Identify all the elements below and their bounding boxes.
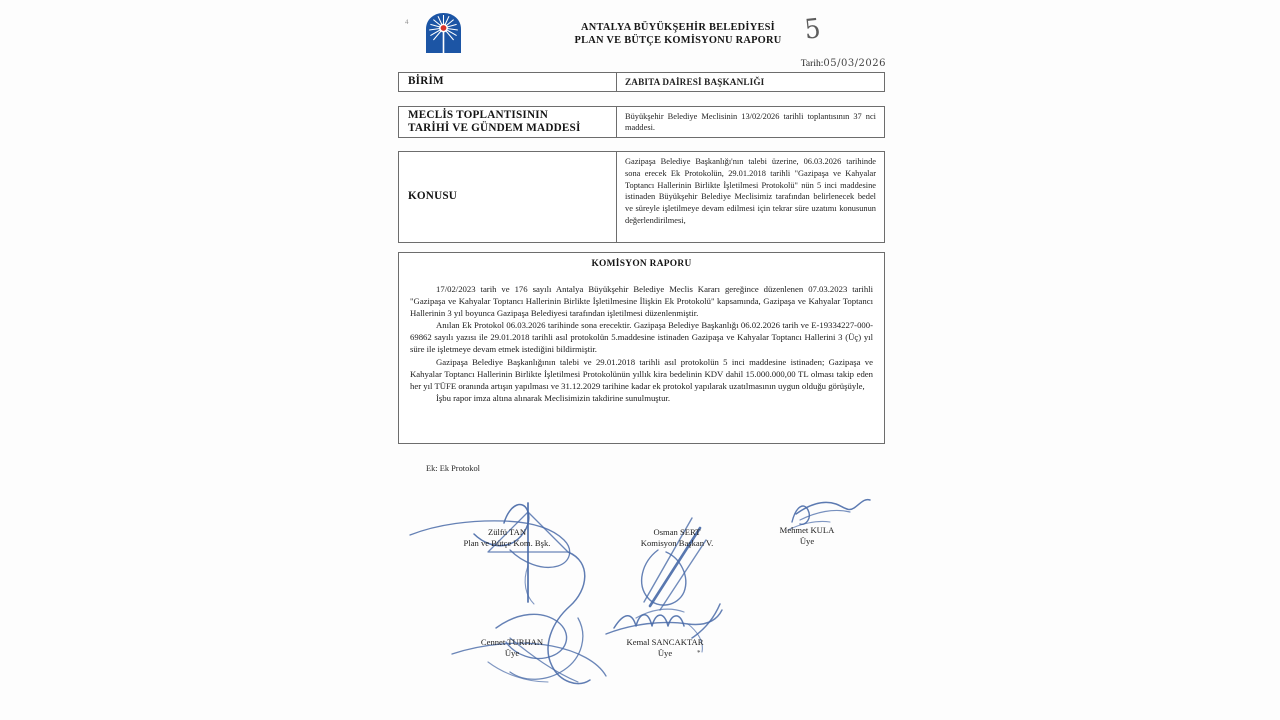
birim-value-cell [617,73,884,91]
table-row-birim [398,72,885,92]
handwritten-page-number: 5 [803,13,823,46]
margin-mark: 4 [404,17,409,27]
konusu-value: Gazipaşa Belediye Başkanlığı'nın talebi üzerine, 06.03.2026 tarihinde sona erecek Ek Protokolün, 29.01.2018 tarihli "Gazipaşa ve Kahyalar Toptancı Hallerinin Birlikte İşletilmesi Protokolü" nün 5 inci maddesine istinaden Büyükşehir Belediye Meclisimiz tarafından belirlenecek bedel ve süreyle işletilmeye devam edilmesi için tekrar süre uzatımı konusunun değerlendirilmesi, [625,157,876,225]
konusu-label: KONUSU [408,190,458,203]
signatory-name: Zülfü TAN [487,527,527,537]
signatory-name: Kemal SANCAKTAR [626,637,704,647]
signature-block-5 [595,637,735,659]
signature-block-3 [737,525,877,547]
table-row-meclis-toplantisi [398,106,885,138]
signatory-role: Üye [657,648,673,658]
date-value: 05/03/2026 [823,58,886,69]
report-paragraph-4: İşbu rapor imza altına alınarak Meclisimizin takdirine sunulmuştur. [436,392,671,403]
signatory-name: Cennet TURHAN [480,637,544,647]
page-title [538,21,818,47]
meclis-value: Büyükşehir Belediye Meclisinin 13/02/2026 tarihli toplantısının 37 nci maddesi. [625,112,876,132]
document-date [801,58,886,69]
signature-block-4 [442,637,582,659]
organization-name: ANTALYA BÜYÜKŞEHİR BELEDİYESİ [581,22,775,33]
signature-block-2 [607,527,747,549]
report-type-title: PLAN VE BÜTÇE KOMİSYONU RAPORU [574,35,782,46]
meclis-value-cell [617,107,884,137]
asterisk-mark: * [697,649,701,657]
document-header [392,6,892,58]
report-paragraph-1: 17/02/2023 tarih ve 176 sayılı Antalya Büyükşehir Belediye Meclis Kararı gereğince düzenlenen 07.03.2023 tarihli "Gazipaşa ve Kahyalar Toptancı Hallerinin Birlikte İşletilmesine İlişkin Ek Protokolü" kapsamında, Gazipaşa ve Kahyalar Toptancı Hallerinin 3 yıl boyunca Gazipaşa Belediyesi tarafından işletilmesi düzenlenmiştir. [410,284,873,319]
komisyon-raporu-title: KOMİSYON RAPORU [591,259,692,269]
antalya-metropolitan-municipality-logo [422,12,468,54]
meclis-label-cell [399,107,617,137]
konusu-value-cell [617,152,884,242]
signatory-role: Üye [799,536,815,546]
table-row-konusu [398,151,885,243]
meclis-label-line-2: TARİHİ VE GÜNDEM MADDESİ [408,122,581,134]
signatory-name: Osman SERT [653,527,701,537]
document-body [392,6,892,696]
birim-value: ZABITA DAİRESİ BAŞKANLIĞI [625,76,765,87]
signatory-name: Mehmet KULA [779,525,835,535]
report-paragraph-2: Anılan Ek Protokol 06.03.2026 tarihinde sona erecektir. Gazipaşa Belediye Başkanlığı 06.02.2026 tarih ve E-19334227-000-69862 sayılı yazısı ile 29.01.2018 tarihli asıl protokolün 5.maddesine istinaden Gazipaşa ve Kahyalar Toptancı Hallerini 3 (Üç) yıl süre ile işletmeye devam etmek istediğini bildirmiştir. [410,320,873,355]
signatory-role: Komisyon Başkan V. [640,538,714,548]
komisyon-raporu-box [398,252,885,444]
signature-block-1 [437,527,577,549]
meclis-label-line-1: MECLİS TOPLANTISININ [408,108,549,121]
report-paragraph-3: Gazipaşa Belediye Başkanlığının talebi ve 29.01.2018 tarihli asıl protokolün 5 inci maddesine istinaden; Gazipaşa ve Kahyalar Toptancı Hallerinin Birlikte İşletilmesi Protokolünün yıllık kira bedelinin KDV dahil 15.000.000,00 TL olması takip eden her yıl TÜFE oranında artışın yapılması ve 31.12.2029 tarihine kadar ek protokol yapılarak uzatılmasının uygun olduğu görüşüyle, [410,356,873,391]
konusu-label-cell [399,152,617,242]
date-label: Tarih: [800,59,824,69]
attachment-note: Ek: Ek Protokol [426,464,480,473]
meclis-label [408,109,581,136]
birim-label-cell [399,73,617,91]
birim-label: BİRİM [408,75,444,88]
signatory-role: Plan ve Bütçe Kom. Bşk. [463,538,551,548]
signatory-role: Üye [504,648,520,658]
